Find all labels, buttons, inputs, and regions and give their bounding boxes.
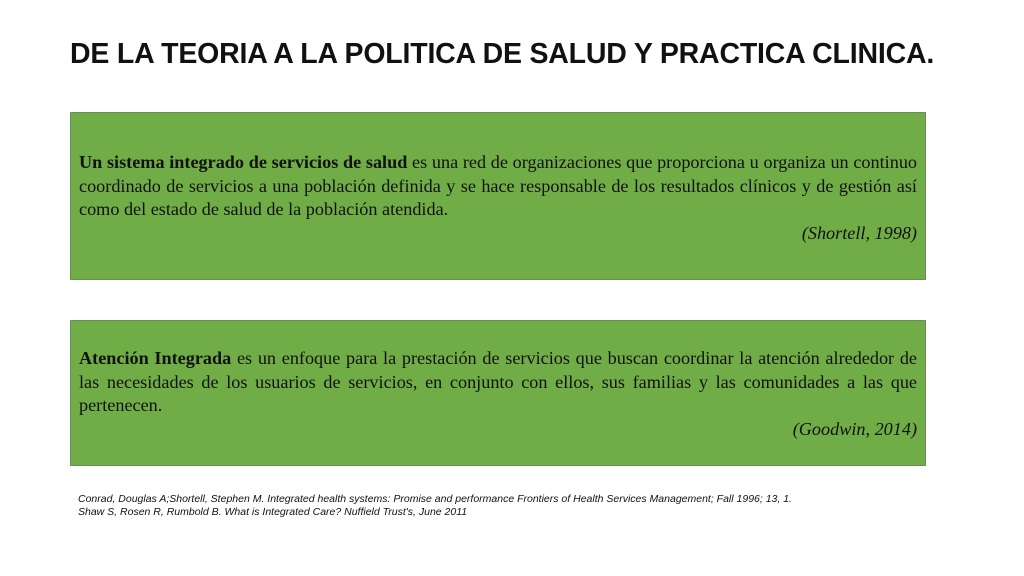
definition-paragraph	[79, 347, 917, 418]
definition-term: Un sistema integrado de servicios de salud	[79, 152, 408, 172]
definition-text: es un enfoque para la prestación de servicios que buscan coordinar la atención alrededor de las necesidades de los usuarios de servicios, en conjunto con ellos, sus familias y las comunidades a las que pertenecen.	[79, 348, 917, 415]
slide-title: DE LA TEORIA A LA POLITICA DE SALUD Y PRACTICA CLINICA.	[70, 38, 935, 70]
reference-item: Shaw S, Rosen R, Rumbold B. What is Integrated Care? Nuffield Trust's, June 2011	[78, 506, 468, 518]
definition-box-integrated-care	[70, 320, 926, 466]
definition-citation: (Shortell, 1998)	[801, 222, 917, 243]
definition-text: es una red de organizaciones que proporciona u organiza un continuo coordinado de servicios a una población definida y se hace responsable de los resultados clínicos y de gestión así como del estado de salud de la población atendida.	[79, 152, 918, 219]
definition-paragraph	[79, 151, 917, 222]
references	[78, 493, 978, 519]
definition-box-integrated-health-system	[70, 112, 926, 280]
definition-citation: (Goodwin, 2014)	[792, 418, 917, 439]
definition-term: Atención Integrada	[79, 348, 232, 368]
reference-item: Conrad, Douglas A;Shortell, Stephen M. Integrated health systems: Promise and performance Frontiers of Health Services Management; Fall 1996; 13, 1.	[78, 493, 792, 505]
